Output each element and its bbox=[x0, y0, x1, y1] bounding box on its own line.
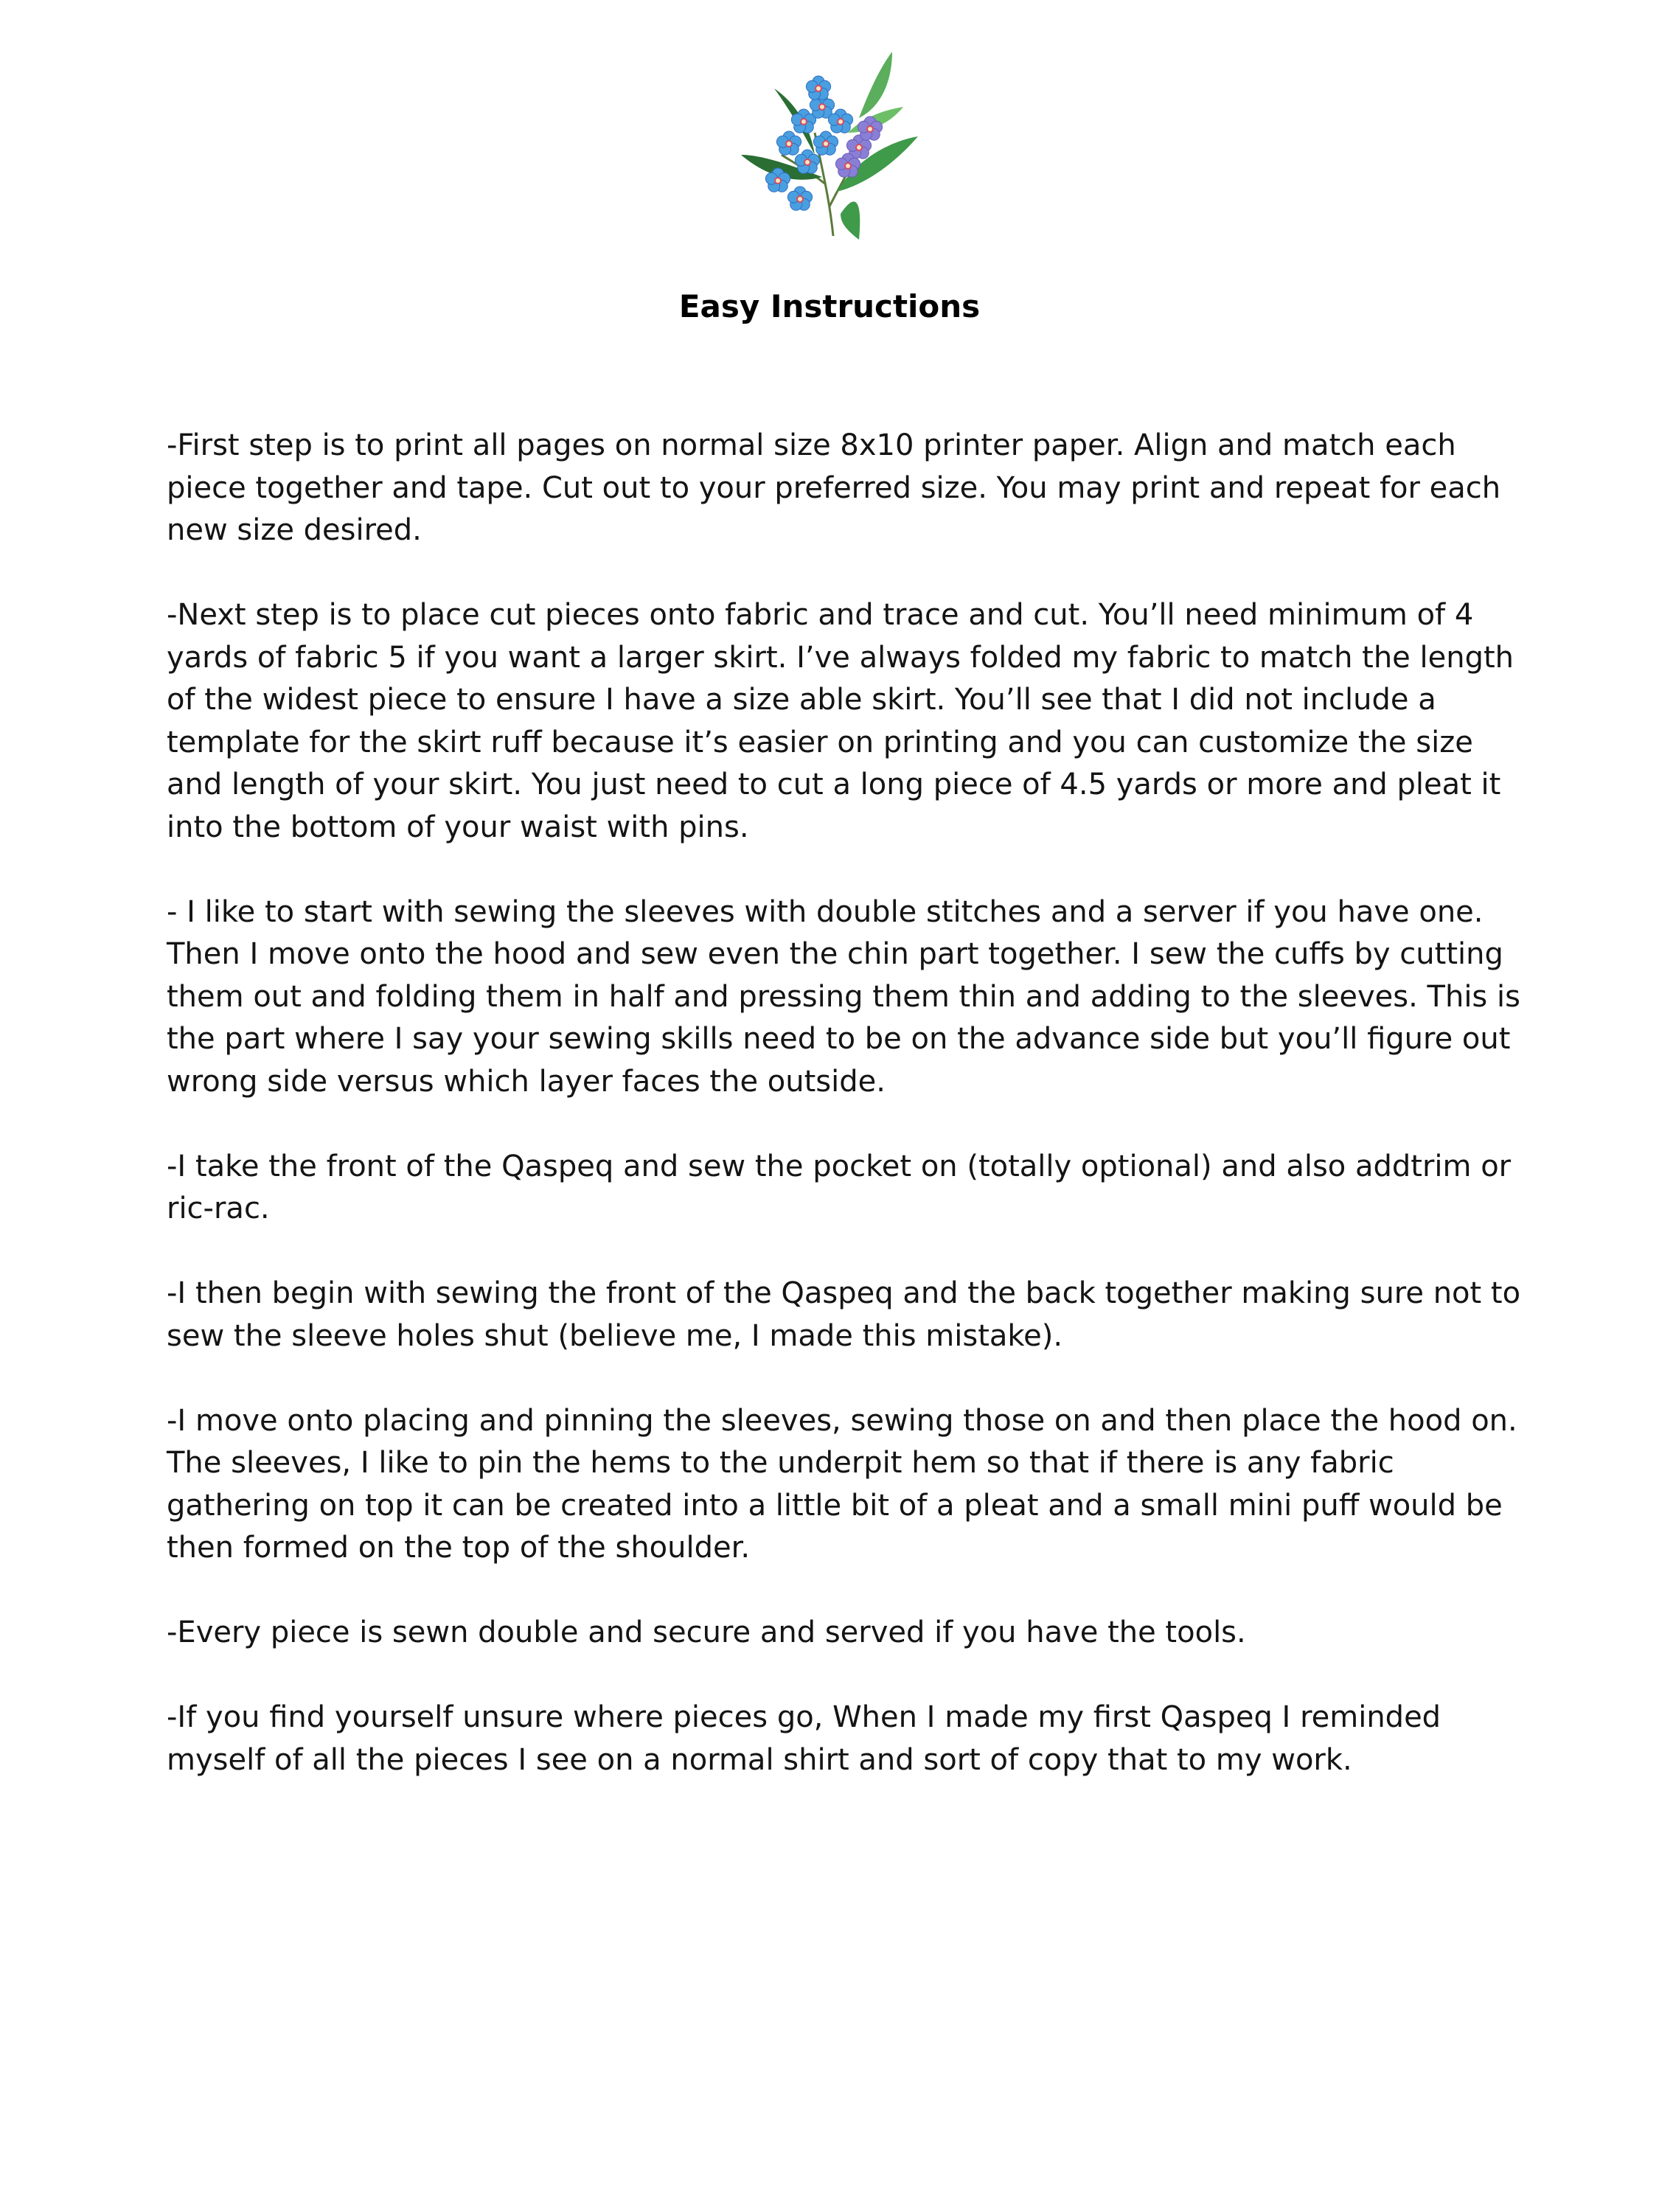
instruction-paragraph: -First step is to print all pages on normal size 8x10 printer paper. Align and match each piece together and tape. Cut out to your preferred size. You may print and repeat for each new size desired. bbox=[167, 428, 1501, 547]
instructions-body bbox=[167, 425, 1531, 1824]
instruction-paragraph: - I like to start with sewing the sleeves with double stitches and a server if you have one. Then I move onto the hood and sew even the chin part together. I sew the cuffs by cutting them out and folding them in half and pressing them thin and adding to the sleeves. This is the part where I say your sewing skills need to be on the advance side but you’ll figure out wrong side versus which layer faces the outside. bbox=[167, 894, 1520, 1099]
page-title: Easy Instructions bbox=[678, 288, 981, 324]
instruction-paragraph: -Next step is to place cut pieces onto fabric and trace and cut. You’ll need minimum of 4 yards of fabric 5 if you want a larger skirt. I’ve always folded my fabric to match the length of the widest piece to ensure I have a size able skirt. You’ll see that I did not include a template for the skirt ruff because it’s easier on printing and you can customize the size and length of your skirt. You just need to cut a long piece of 4.5 yards or more and pleat it into the bottom of your waist with pins. bbox=[167, 598, 1514, 844]
instruction-paragraph: -I take the front of the Qaspeq and sew the pocket on (totally optional) and also addtrim or ric-rac. bbox=[167, 1149, 1512, 1225]
instruction-paragraph: -I then begin with sewing the front of the Qaspeq and the back together making sure not to sew the sleeve holes shut (believe me, I made this mistake). bbox=[167, 1276, 1521, 1353]
instruction-paragraph: -Every piece is sewn double and secure and served if you have the tools. bbox=[167, 1615, 1246, 1649]
forget-me-not-flower-icon bbox=[734, 44, 933, 243]
instruction-paragraph: -I move onto placing and pinning the sleeves, sewing those on and then place the hood on. The sleeves, I like to pin the hems to the underpit hem so that if there is any fabric gathering on top it can be created into a little bit of a pleat and a small mini puff would be then formed on the top of the shoulder. bbox=[167, 1403, 1517, 1565]
instruction-paragraph: -If you find yourself unsure where pieces go, When I made my first Qaspeq I reminded myself of all the pieces I see on a normal shirt and sort of copy that to my work. bbox=[167, 1700, 1441, 1777]
